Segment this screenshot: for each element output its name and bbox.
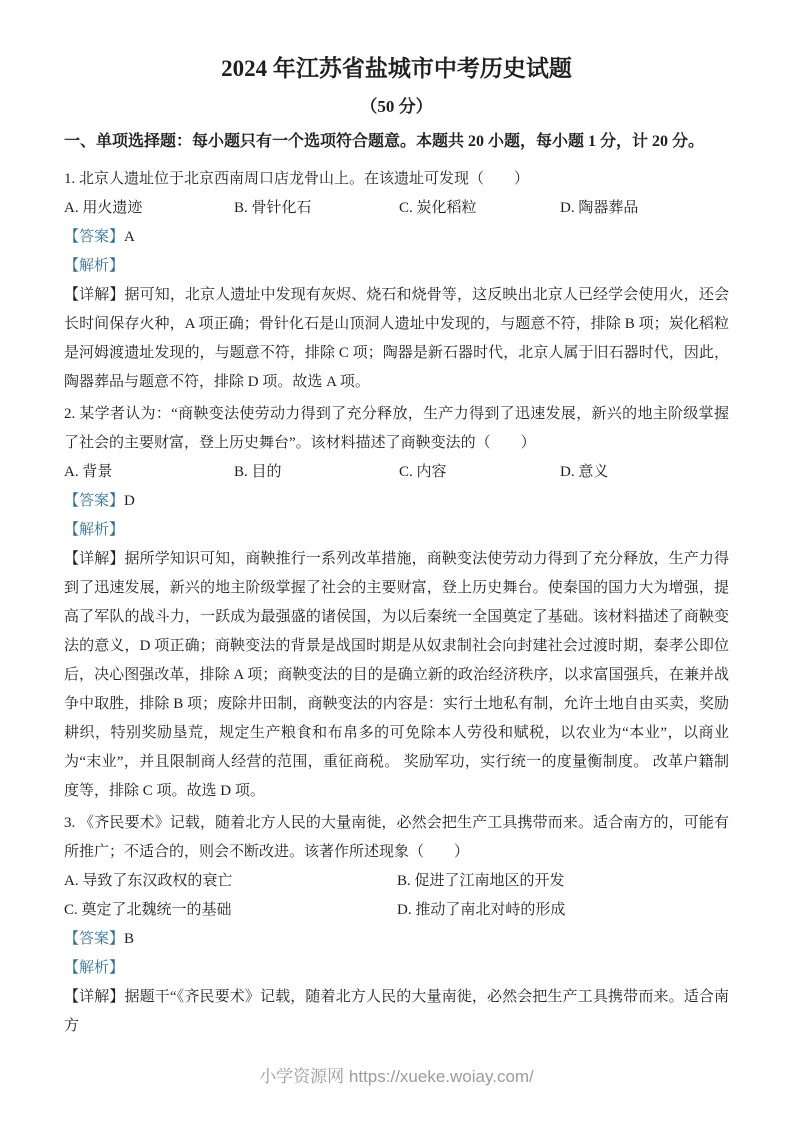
detail-label: 【详解】 [64,989,125,1005]
question-block-2 [64,400,729,806]
answer-value: A [124,229,135,245]
detail-text: 据题干“《齐民要术》记载，随着北方人民的大量南徙，必然会把生产工具携带而来。适合南方 [64,989,729,1034]
detail-paragraph [64,281,729,397]
answer-label: 【答案】 [64,229,125,245]
detail-text: 据所学知识可知，商鞅推行一系列改革措施，商鞅变法使劳动力得到了充分释放，生产力得到了迅速发展，新兴的地主阶级掌握了社会的主要财富，登上历史舞台。使秦国的国力大为增强，提高了军队的战斗力，一跃成为最强盛的诸侯国，为以后秦统一全国奠定了基础。该材料描述了商鞅变法的意义，D 项正确；商鞅变法的背景是战国时期是从奴隶制社会向封建社会过渡时期，秦孝公即位后，决心图强改革，排除 A 项；商鞅变法的目的是确立新的政治经济秩序，以求富国强兵，在兼并战争中取胜，排除 B 项；废除井田制，商鞅变法的内容是：实行土地私有制，允许土地自由买卖，奖励耕织，特别奖励垦荒，规定生产粮食和布帛多的可免除本人劳役和赋税，以农业为“本业”，以商业为“末业”，并且限制商人经营的范围，重征商税。 奖励军功，实行统一的度量衡制度。 改革户籍制度等，排除 C 项。故选 D 项。 [64,551,729,799]
total-score: （50 分） [360,97,433,116]
option-c: C. 炭化稻粒 [399,200,477,216]
analysis-line [64,516,729,545]
analysis-line [64,252,729,281]
option-d: D. 陶器葬品 [560,200,639,216]
option-c: C. 内容 [399,464,447,480]
detail-label: 【详解】 [64,551,125,567]
answer-line [64,487,729,516]
option-c: C. 奠定了北魏统一的基础 [64,902,232,918]
question-stem: 3. 《齐民要术》记载，随着北方人民的大量南徙，必然会把生产工具携带而来。适合南方的，可能有所推广；不适合的，则会不断改进。该著作所述现象（ ） [64,815,729,860]
analysis-line [64,954,729,983]
detail-paragraph [64,983,729,1041]
footer-text: 小学资源网 https://xueke.woiay.com/ [259,1067,534,1086]
question-block-1 [64,165,729,397]
answer-value: B [124,931,135,947]
question-block-3 [64,809,729,1041]
answer-line [64,223,729,252]
watermark-footer [0,1064,793,1090]
options-row [64,194,729,223]
detail-label: 【详解】 [64,287,125,303]
analysis-label: 【解析】 [64,960,125,976]
question-stem: 2. 某学者认为：“商鞅变法使劳动力得到了充分释放，生产力得到了迅速发展，新兴的地主阶级掌握了社会的主要财富，登上历史舞台”。该材料描述了商鞅变法的（ ） [64,406,729,451]
analysis-label: 【解析】 [64,522,125,538]
answer-value: D [124,493,135,509]
answer-label: 【答案】 [64,931,125,947]
option-b: B. 骨针化石 [234,200,312,216]
option-d: D. 意义 [560,464,609,480]
option-a: A. 背景 [64,464,113,480]
section-header: 一、单项选择题：每小题只有一个选项符合题意。本题共 20 小题，每小题 1 分，计 20 分。 [64,133,705,150]
analysis-label: 【解析】 [64,258,125,274]
answer-line [64,925,729,954]
option-d: D. 推动了南北对峙的形成 [397,902,566,918]
option-b: B. 促进了江南地区的开发 [397,873,565,889]
answer-label: 【答案】 [64,493,125,509]
option-a: A. 导致了东汉政权的衰亡 [64,873,233,889]
options-row [64,867,729,925]
option-b: B. 目的 [234,464,282,480]
detail-text: 据可知，北京人遗址中发现有灰烬、烧石和烧骨等，这反映出北京人已经学会使用火，还会长时间保存火种，A 项正确；骨针化石是山顶洞人遗址中发现的，与题意不符，排除 B 项；炭化稻粒是河姆渡遗址发现的，与题意不符，排除 C 项；陶器是新石器时代，北京人属于旧石器时代，因此，陶器葬品与题意不符，排除 D 项。故选 A 项。 [64,287,729,390]
detail-paragraph [64,545,729,806]
options-row [64,458,729,487]
question-stem: 1. 北京人遗址位于北京西南周口店龙骨山上。在该遗址可发现（ ） [64,171,530,187]
option-a: A. 用火遗迹 [64,200,143,216]
page-title: 2024 年江苏省盐城市中考历史试题 [221,56,572,81]
